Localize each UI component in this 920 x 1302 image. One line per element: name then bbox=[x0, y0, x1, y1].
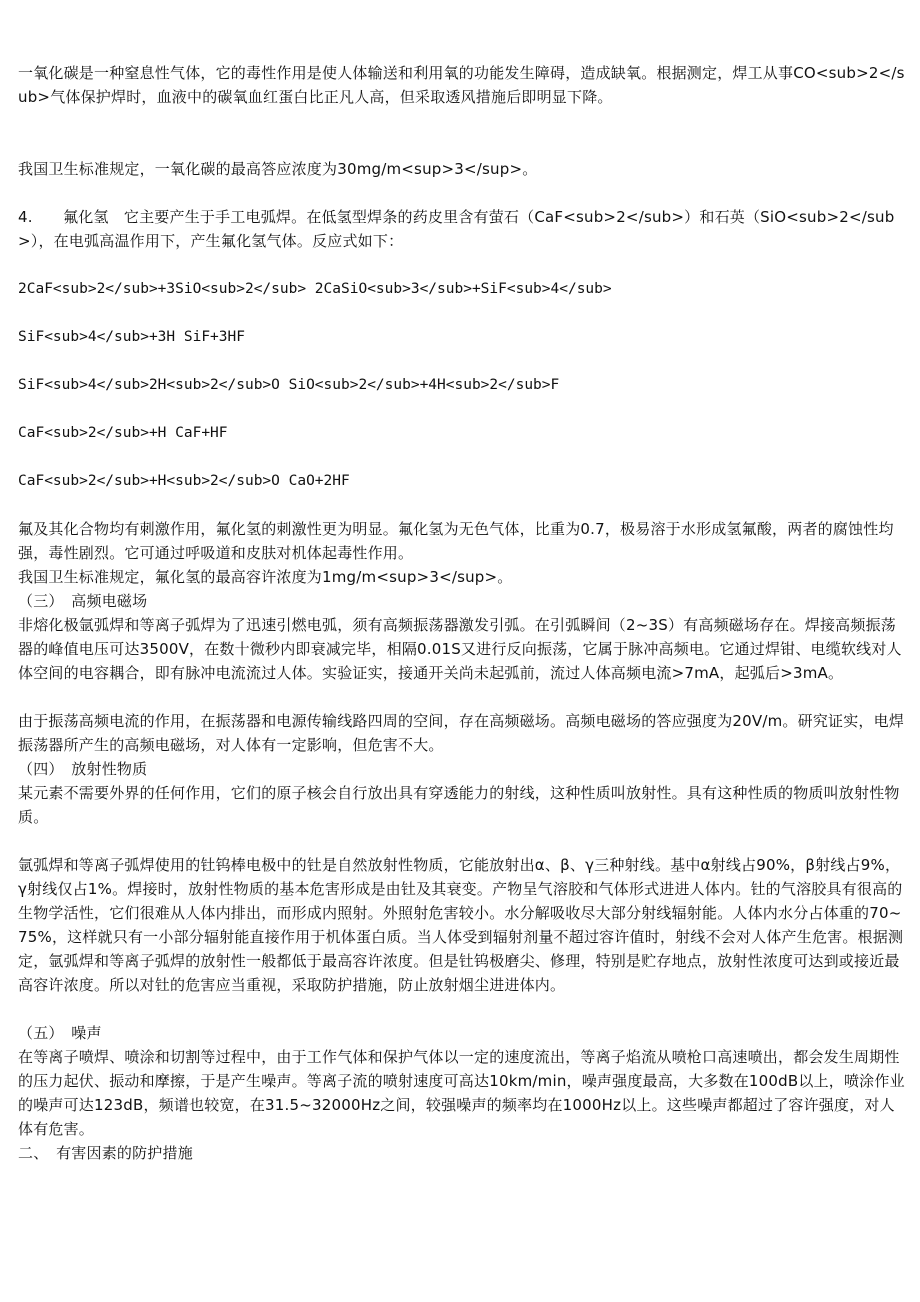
paragraph-co-standard: 我国卫生标准规定，一氧化碳的最高答应浓度为30mg/m<sup>3</sup>。 bbox=[18, 160, 538, 178]
paragraph-co-toxicity: 一氧化碳是一种窒息性气体，它的毒性作用是使人体输送和利用氧的功能发生障碍，造成缺氧。根据测定，焊工从事CO<sub>2</sub>气体保护焊时，血液中的碳氧血红蛋白比正凡人高，但采取透风措施后即明显下降。 bbox=[18, 64, 905, 106]
section-heading-radioactive: （四） 放射性物质 bbox=[18, 760, 148, 778]
section-heading-noise: （五） 噪声 bbox=[18, 1024, 102, 1042]
equation-2: SiF<sub>4</sub>+3H SiF+3HF bbox=[18, 329, 245, 345]
paragraph-thorium: 氩弧焊和等离子弧焊使用的钍钨棒电极中的钍是自然放射性物质，它能放射出α、β、γ三种射线。基中α射线占90%，β射线占9%，γ射线仅占1%。焊接时，放射性物质的基本危害形成是由钍及其衰变。产物呈气溶胶和气体形式进进人体内。钍的气溶胶具有很高的生物学活性，它们很难从人体内排出，而形成内照射。外照射危害较小。水分解吸收尽大部分射线辐射能。人体内水分占体重的70~75%，这样就只有一小部分辐射能直接作用于机体蛋白质。当人体受到辐射剂量不超过容许值时，射线不会对人体产生危害。根据测定，氩弧焊和等离子弧焊的放射性一般都低于最高容许浓度。但是钍钨极磨尖、修理，特别是贮存地点，放射性浓度可达到或接近最高容许浓度。所以对钍的危害应当重视，采取防护措施，防止放射烟尘进进体内。 bbox=[18, 856, 904, 994]
paragraph-hf-effects: 氟及其化合物均有刺激作用，氟化氢的刺激性更为明显。氟化氢为无色气体，比重为0.7，极易溶于水形成氢氟酸，两者的腐蚀性均强，毒性剧烈。它可通过呼吸道和皮肤对机体起毒性作用。 bbox=[18, 520, 894, 562]
paragraph-noise: 在等离子喷焊、喷涂和切割等过程中，由于工作气体和保护气体以一定的速度流出，等离子焰流从喷枪口高速喷出，都会发生周期性的压力起伏、振动和摩擦，于是产生噪声。等离子流的喷射速度可高达10km/min，噪声强度最高，大多数在100dB以上，喷涂作业的噪声可达123dB，频谱也较宽，在31.5~32000Hz之间，较强噪声的频率均在1000Hz以上。这些噪声都超过了容许强度，对人体有危害。 bbox=[18, 1048, 905, 1138]
section-heading-protection: 二、 有害因素的防护措施 bbox=[18, 1144, 193, 1162]
section-heading-hf-em: （三） 高频电磁场 bbox=[18, 592, 148, 610]
paragraph-hf-standard: 我国卫生标准规定，氟化氢的最高容许浓度为1mg/m<sup>3</sup>。 bbox=[18, 568, 513, 586]
paragraph-hf-em-2: 由于振荡高频电流的作用，在振荡器和电源传输线路四周的空间，存在高频磁场。高频电磁场的答应强度为20V/m。研究证实，电焊振荡器所产生的高频电磁场，对人体有一定影响，但危害不大。 bbox=[18, 712, 905, 754]
equation-3: SiF<sub>4</sub>2H<sub>2</sub>O SiO<sub>2</sub>+4H<sub>2</sub>F bbox=[18, 377, 560, 393]
paragraph-hf-intro: 4. 氟化氢 它主要产生于手工电弧焊。在低氢型焊条的药皮里含有萤石（CaF<sub>2</sub>）和石英（SiO<sub>2</sub>），在电弧高温作用下，产生氟化氢气体。反应式如下： bbox=[18, 208, 895, 250]
equation-5: CaF<sub>2</sub>+H<sub>2</sub>O CaO+2HF bbox=[18, 473, 350, 489]
equation-1: 2CaF<sub>2</sub>+3SiO<sub>2</sub> 2CaSiO<sub>3</sub>+SiF<sub>4</sub> bbox=[18, 281, 612, 297]
equation-4: CaF<sub>2</sub>+H CaF+HF bbox=[18, 425, 228, 441]
paragraph-hf-em-1: 非熔化极氩弧焊和等离子弧焊为了迅速引燃电弧，须有高频振荡器激发引弧。在引弧瞬间（2~3S）有高频磁场存在。焊接高频振荡器的峰值电压可达3500V，在数十微秒内即衰减完毕，相隔0.01S又进行反向振荡，它属于脉冲高频电。它通过焊钳、电缆软线对人体空间的电容耦合，即有脉冲电流流过人体。实验证实，接通开关尚未起弧前，流过人体高频电流>7mA，起弧后>3mA。 bbox=[18, 616, 902, 682]
paragraph-radioactive-def: 某元素不需要外界的任何作用，它们的原子核会自行放出具有穿透能力的射线，这种性质叫放射性。具有这种性质的物质叫放射性物质。 bbox=[18, 784, 900, 826]
